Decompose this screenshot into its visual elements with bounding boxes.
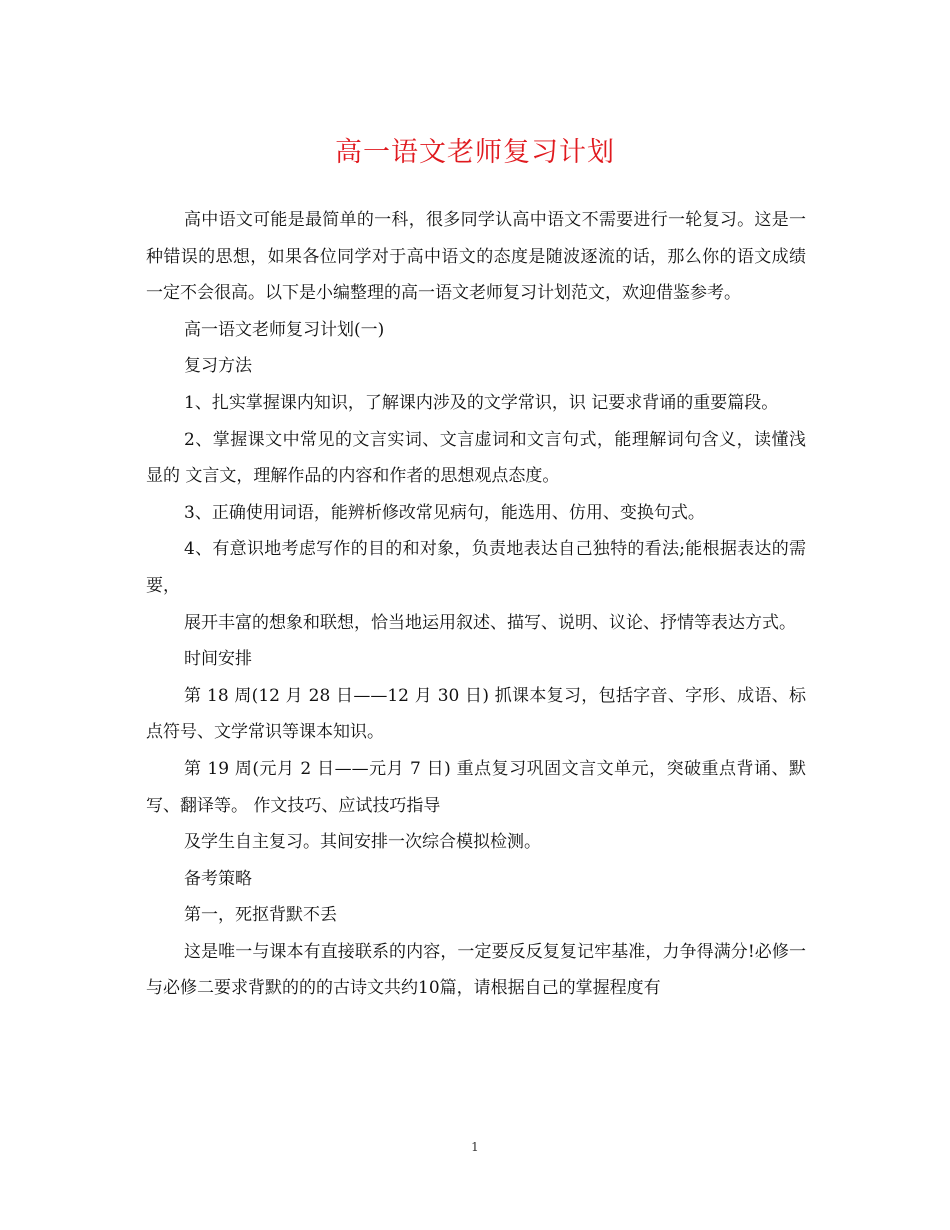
- paragraph: 第 18 周(12 月 28 日——12 月 30 日) 抓课本复习，包括字音、字形、成语、标点符号、文学常识等课本知识。: [146, 685, 806, 743]
- paragraph: 展开丰富的想象和联想，恰当地运用叙述、描写、说明、议论、抒情等表达方式。: [184, 612, 796, 633]
- paragraph: 3、正确使用词语，能辨析修改常见病句，能选用、仿用、变换句式。: [184, 502, 705, 523]
- paragraph: 高一语文老师复习计划(一): [184, 319, 385, 340]
- document-title: 高一语文老师复习计划: [335, 137, 615, 168]
- paragraph: 及学生自主复习。其间安排一次综合模拟检测。: [184, 832, 541, 853]
- paragraph: 第一，死抠背默不丢: [184, 905, 337, 926]
- paragraph: 4、有意识地考虑写作的目的和对象，负责地表达自己独特的看法;能根据表达的需要，: [146, 539, 806, 596]
- page-number: 1: [471, 1140, 479, 1154]
- paragraph: 复习方法: [184, 356, 252, 377]
- paragraph: 时间安排: [184, 649, 252, 670]
- paragraph: 第 19 周(元月 2 日——元月 7 日) 重点复习巩固文言文单元，突破重点背诵、默写、翻译等。 作文技巧、应试技巧指导: [146, 758, 806, 816]
- paragraph: 高中语文可能是最简单的一科，很多同学认高中语文不需要进行一轮复习。这是一种错误的思想，如果各位同学对于高中语文的态度是随波逐流的话，那么你的语文成绩一定不会很高。以下是小编整理的高一语文老师复习计划范文，欢迎借鉴参考。: [146, 210, 806, 304]
- paragraph: 1、扎实掌握课内知识，了解课内涉及的文学常识，识 记要求背诵的重要篇段。: [184, 392, 779, 413]
- paragraph: 备考策略: [184, 868, 252, 889]
- document-body: [146, 202, 806, 1007]
- paragraph: 这是唯一与课本有直接联系的内容，一定要反反复复记牢基准，力争得满分!必修一与必修二要求背默的的的古诗文共约10篇，请根据自己的掌握程度有: [146, 941, 806, 999]
- paragraph: 2、掌握课文中常见的文言实词、文言虚词和文言句式，能理解词句含义，读懂浅显的 文言文，理解作品的内容和作者的思想观点态度。: [146, 429, 806, 487]
